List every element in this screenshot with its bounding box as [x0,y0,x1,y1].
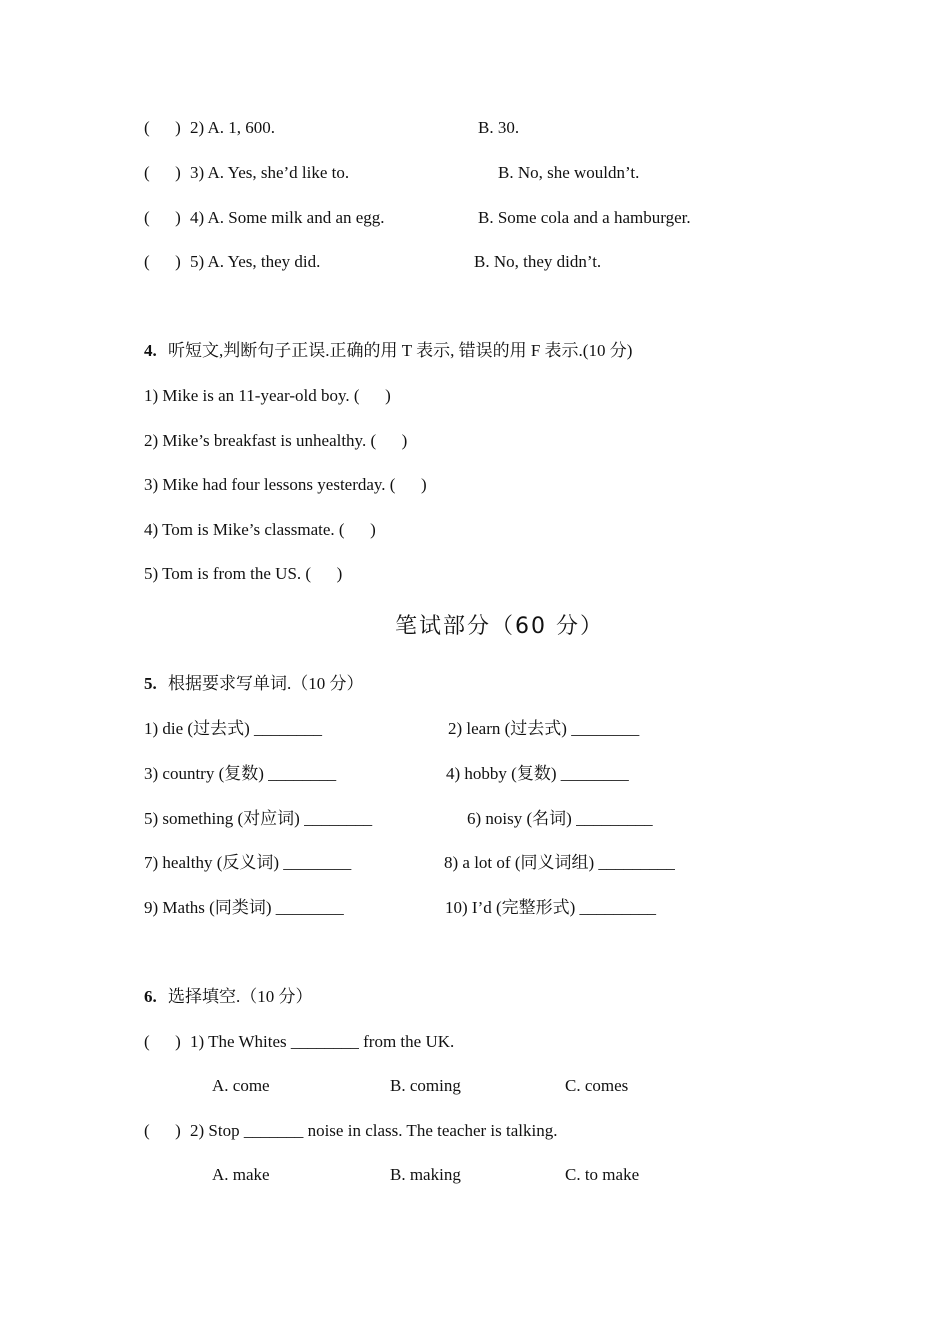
answer-blank: ( ) [144,163,181,182]
option-c: C. to make [565,1165,640,1184]
section-instruction: 根据要求写单词.（10 分） [168,674,364,693]
option-b: B. 30. [478,118,520,137]
section-instruction: 听短文,判断句子正误.正确的用 T 表示, 错误的用 F 表示.(10 分) [168,341,633,360]
answer-blank: ( ) [144,118,181,137]
word-item: 9) Maths (同类词) ________ [144,898,344,917]
question-stem: 2) A. 1, 600. [190,118,275,137]
option-b: B. Some cola and a hamburger. [478,208,691,227]
tf-item: 1) Mike is an 11-year-old boy. ( ) [144,386,391,405]
question-stem: 1) The Whites ________ from the UK. [190,1032,455,1051]
word-item: 10) I’d (完整形式) _________ [445,898,657,917]
word-item: 8) a lot of (同义词组) _________ [444,853,675,872]
option-c: C. comes [565,1076,629,1095]
option-b: B. coming [390,1076,461,1095]
section-instruction: 选择填空.（10 分） [168,987,313,1006]
tf-item: 2) Mike’s breakfast is unhealthy. ( ) [144,431,408,450]
tf-item: 5) Tom is from the US. ( ) [144,564,343,583]
question-stem: 3) A. Yes, she’d like to. [190,163,350,182]
section-number: 6. [144,987,157,1006]
answer-blank: ( ) [144,252,181,271]
answer-blank: ( ) [144,1121,181,1140]
option-a: A. come [212,1076,270,1095]
part-title: 笔试部分（60 分） [395,614,604,639]
word-item: 3) country (复数) ________ [144,764,337,783]
section-number: 4. [144,341,157,360]
answer-blank: ( ) [144,1032,181,1051]
word-item: 4) hobby (复数) ________ [446,764,629,783]
option-b: B. No, she wouldn’t. [498,163,640,182]
option-b: B. No, they didn’t. [474,252,602,271]
word-item: 2) learn (过去式) ________ [448,719,640,738]
tf-item: 3) Mike had four lessons yesterday. ( ) [144,475,427,494]
question-stem: 5) A. Yes, they did. [190,252,321,271]
option-b: B. making [390,1165,461,1184]
word-item: 1) die (过去式) ________ [144,719,323,738]
question-stem: 4) A. Some milk and an egg. [190,208,385,227]
tf-item: 4) Tom is Mike’s classmate. ( ) [144,520,376,539]
question-stem: 2) Stop _______ noise in class. The teacher is talking. [190,1121,558,1140]
word-item: 5) something (对应词) ________ [144,809,373,828]
word-item: 6) noisy (名词) _________ [467,809,653,828]
section-number: 5. [144,674,157,693]
option-a: A. make [212,1165,270,1184]
answer-blank: ( ) [144,208,181,227]
word-item: 7) healthy (反义词) ________ [144,853,352,872]
